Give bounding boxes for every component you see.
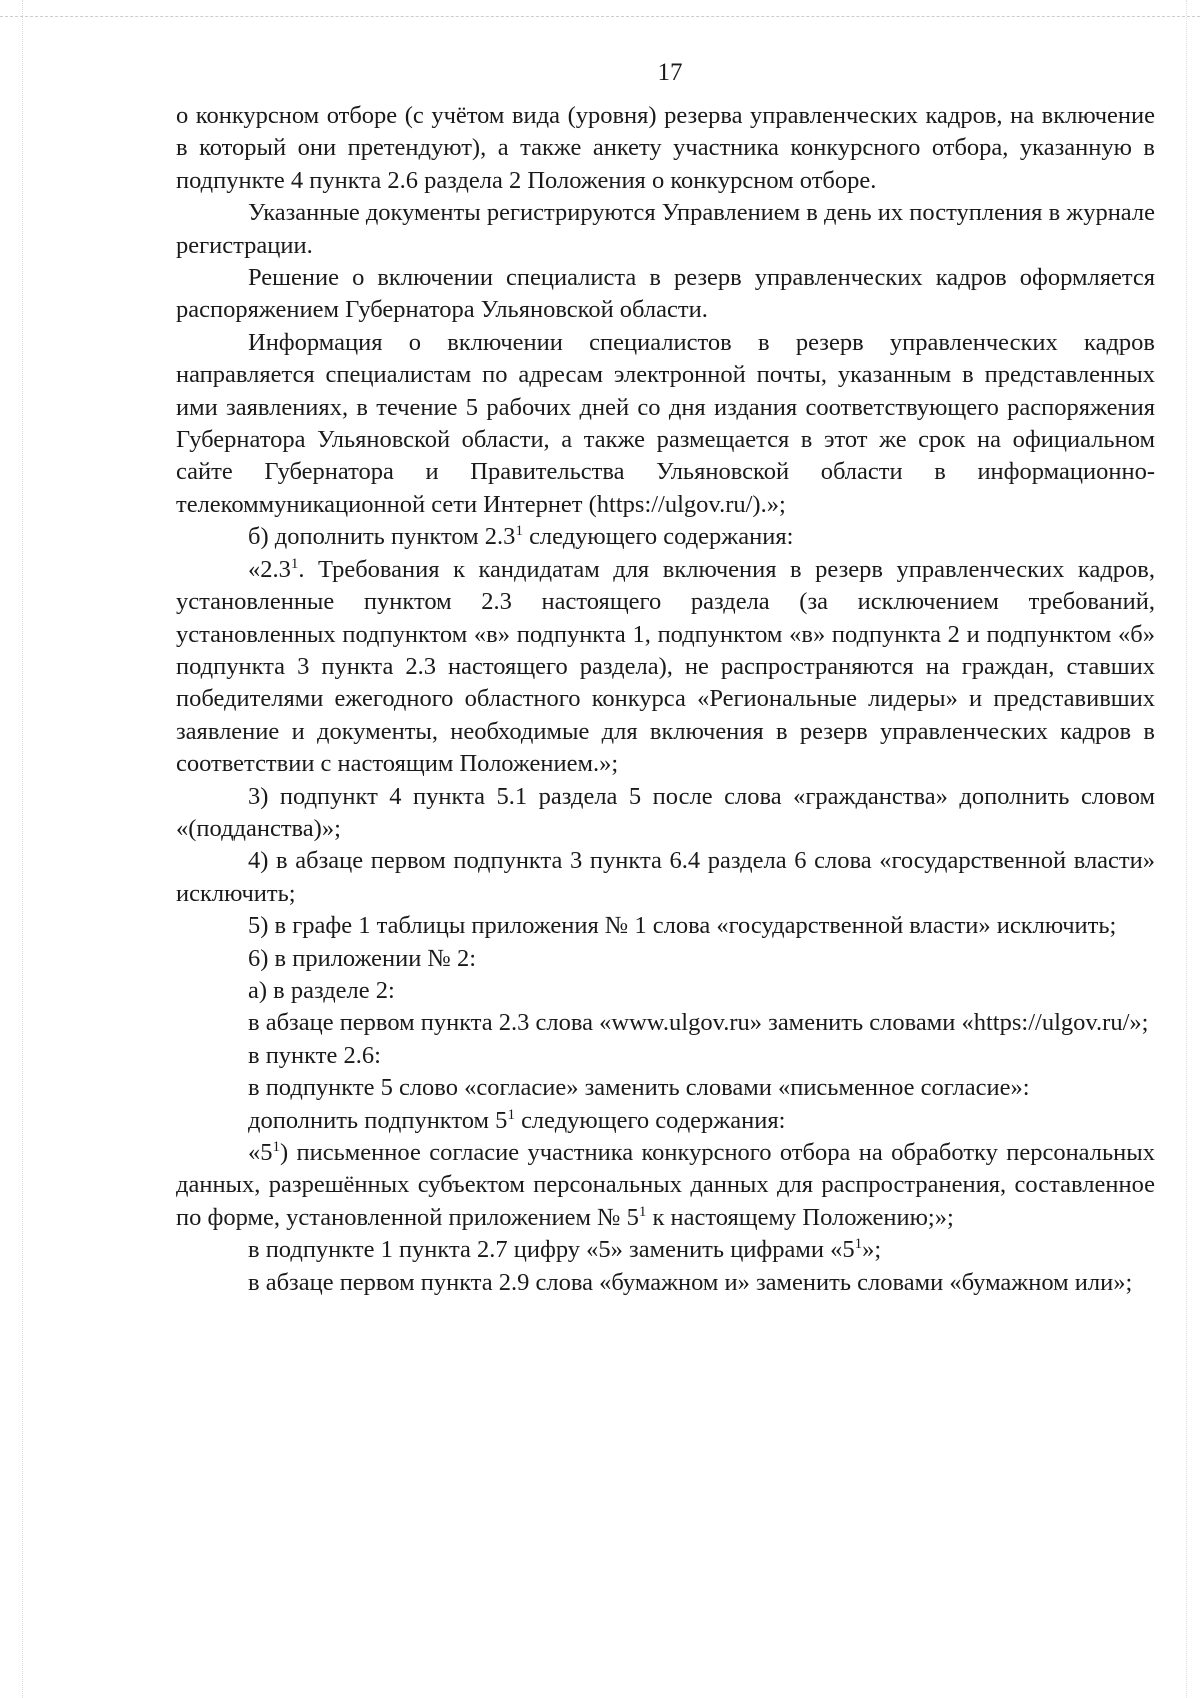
paragraph-13 [176, 1040, 1155, 1072]
paragraph-text: Указанные документы регистрируются Управлением в день их поступления в журнале регистрации. [176, 199, 1155, 259]
paragraph-text: в пункте 2.6: [248, 1041, 381, 1069]
paragraph-text: б) дополнить пунктом 2.3 [248, 523, 516, 551]
paragraph-14 [176, 1072, 1155, 1104]
paragraph-9 [176, 910, 1155, 942]
paragraph-text: к настоящему Положению;»; [646, 1203, 954, 1231]
paragraph-text: 6) в приложении № 2: [248, 944, 477, 972]
paragraph-text: в подпункте 1 пункта 2.7 цифру «5» заменить цифрами «5 [248, 1236, 855, 1264]
superscript: 1 [854, 1236, 863, 1253]
paragraph-text: Информация о включении специалистов в резерв управленческих кадров направляется специалистам по адресам электронной почты, указанным в представленных ими заявлениях, в течение 5 рабочих дней со дня издания соответствующего распоряжения Губернатора Ульяновской области, а также размещается в этот же срок на официальном сайте Губернатора и Правительства Ульяновской области в информационно-телекоммуникационной сети Интернет (https://ulgov.ru/).»; [176, 328, 1155, 518]
paragraph-4 [176, 327, 1155, 521]
paragraph-11 [176, 975, 1155, 1007]
body-text [176, 100, 1155, 1299]
paragraph-text: в абзаце первом пункта 2.9 слова «бумажном и» заменить словами «бумажном или»; [248, 1268, 1133, 1296]
paragraph-18 [176, 1267, 1155, 1299]
paragraph-text: . Требования к кандидатам для включения в резерв управленческих кадров, установленные пунктом 2.3 настоящего раздела (за исключением требований, установленных подпунктом «в» подпункта 1, подпунктом «в» подпункта 2 и подпунктом «б» подпункта 3 пункта 2.3 настоящего раздела), не распространяются на граждан, ставших победителями ежегодного областного конкурса «Региональные лидеры» и представивших заявление и документы, необходимые для включения в резерв управленческих кадров в соответствии с настоящим Положением.»; [176, 555, 1155, 778]
superscript: 1 [515, 523, 523, 540]
paragraph-text: «5 [248, 1139, 273, 1166]
paragraph-text: а) в разделе 2: [248, 976, 395, 1004]
paragraph-2 [176, 197, 1155, 262]
paragraph-16 [176, 1137, 1155, 1234]
paragraph-3 [176, 262, 1155, 327]
paragraph-text: в абзаце первом пункта 2.3 слова «www.ulgov.ru» заменить словами «https://ulgov.ru/»; [248, 1009, 1149, 1037]
scan-edge-right [1186, 0, 1187, 1698]
paragraph-8 [176, 845, 1155, 910]
paragraph-10 [176, 943, 1155, 975]
paragraph-17 [176, 1234, 1155, 1266]
paragraph-text: дополнить подпунктом 5 [248, 1106, 508, 1134]
paragraph-text: Решение о включении специалиста в резерв управленческих кадров оформляется распоряжением Губернатора Ульяновской области. [176, 264, 1155, 324]
superscript: 1 [272, 1139, 280, 1155]
scan-edge-top [0, 16, 1200, 17]
paragraph-6 [176, 554, 1155, 781]
scan-edge-left [22, 0, 23, 1698]
superscript: 1 [507, 1106, 515, 1123]
paragraph-5 [176, 521, 1155, 553]
paragraph-15 [176, 1105, 1155, 1137]
paragraph-text: 4) в абзаце первом подпункта 3 пункта 6.4 раздела 6 слова «государственной власти» исключить; [176, 847, 1155, 907]
superscript: 1 [290, 555, 299, 572]
paragraph-text: в подпункте 5 слово «согласие» заменить словами «письменное согласие»: [248, 1074, 1030, 1102]
paragraph-7 [176, 781, 1155, 846]
superscript: 1 [638, 1203, 647, 1220]
page-number: 17 [657, 59, 683, 86]
paragraph-text: 5) в графе 1 таблицы приложения № 1 слова «государственной власти» исключить; [248, 912, 1117, 940]
paragraph-1 [176, 100, 1155, 197]
paragraph-text: о конкурсном отборе (с учётом вида (уровня) резерва управленческих кадров, на включение в который они претендуют), а также анкету участника конкурсного отбора, указанную в подпункте 4 пункта 2.6 раздела 2 Положения о конкурсном отборе. [176, 102, 1155, 194]
paragraph-text: 3) подпункт 4 пункта 5.1 раздела 5 после слова «гражданства» дополнить словом «(подданства)»; [176, 782, 1155, 842]
paragraph-12 [176, 1007, 1155, 1039]
paragraph-text: ) письменное согласие участника конкурсного отбора на обработку персональных данных, разрешённых субъектом персональных данных для распространения, составленное по форме, установленной приложением № 5 [176, 1139, 1155, 1231]
paragraph-text: «2.3 [248, 555, 291, 583]
paragraph-text: следующего содержания: [522, 523, 794, 551]
paragraph-text: следующего содержания: [514, 1106, 786, 1134]
paragraph-text: »; [862, 1236, 882, 1264]
